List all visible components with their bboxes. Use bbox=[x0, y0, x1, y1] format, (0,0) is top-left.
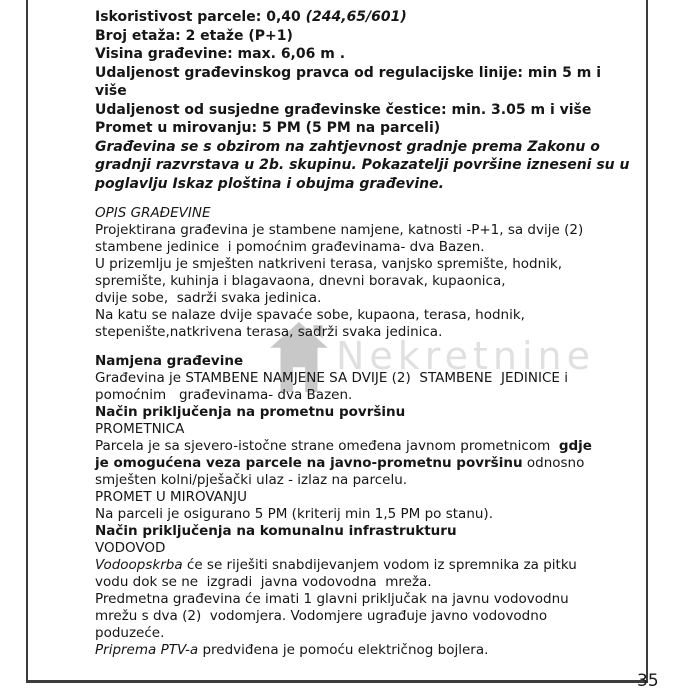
text-line bbox=[95, 205, 640, 222]
text-run: Projektirana građevina je stambene namjene, katnosti -P+1, sa dvije (2) bbox=[95, 222, 584, 238]
document-text bbox=[95, 8, 640, 659]
text-line bbox=[95, 489, 640, 506]
text-line bbox=[95, 387, 640, 404]
text-line bbox=[95, 307, 640, 324]
text-run: PROMETNICA bbox=[95, 421, 185, 437]
text-run: gradnji razvrstava u 2b. skupinu. Pokazatelji površine izneseni su u bbox=[95, 157, 630, 173]
text-run: Vodoopskrba bbox=[95, 557, 183, 573]
page-number: 35 bbox=[637, 671, 659, 690]
text-line bbox=[95, 64, 640, 83]
text-line bbox=[95, 273, 640, 290]
text-line bbox=[95, 290, 640, 307]
text-line bbox=[95, 8, 640, 27]
text-run: Način priključenja na prometnu površinu bbox=[95, 404, 406, 420]
text-run: (244,65/601) bbox=[305, 9, 407, 25]
text-line bbox=[95, 256, 640, 273]
text-line bbox=[95, 222, 640, 239]
text-run: predviđena je pomoću električnog bojlera. bbox=[198, 642, 489, 658]
text-line bbox=[95, 421, 640, 438]
text-line bbox=[95, 540, 640, 557]
text-line bbox=[95, 404, 640, 421]
text-run: više bbox=[95, 83, 127, 99]
text-run: pomoćnim građevinama- dva Bazen. bbox=[95, 387, 353, 403]
text-line bbox=[95, 523, 640, 540]
page-border-right bbox=[646, 0, 648, 683]
text-line bbox=[95, 45, 640, 64]
text-run: vodu dok se ne izgradi javna vodovodna mreža. bbox=[95, 574, 432, 590]
text-run: Broj etaža: 2 etaže (P+1) bbox=[95, 27, 293, 44]
text-run: stepenište,natkrivena terasa, sadrži svaka jedinica. bbox=[95, 324, 443, 340]
text-run: stambene jedinice i pomoćnim građevinama- dva Bazen. bbox=[95, 239, 485, 255]
text-run: smješten kolni/pješački ulaz - izlaz na parcelu. bbox=[95, 472, 408, 488]
page-border-left bbox=[26, 0, 28, 683]
text-line bbox=[95, 119, 640, 138]
text-run: Način priključenja na komunalnu infrastrukturu bbox=[95, 523, 457, 539]
text-run: Predmetna građevina će imati 1 glavni priključak na javnu vodovodnu bbox=[95, 591, 569, 607]
text-line bbox=[95, 370, 640, 387]
text-run: OPIS GRAĐEVINE bbox=[95, 205, 211, 221]
text-line bbox=[95, 608, 640, 625]
text-line bbox=[95, 101, 640, 120]
text-line bbox=[95, 591, 640, 608]
text-run: Promet u mirovanju: 5 PM (5 PM na parceli) bbox=[95, 120, 441, 136]
text-run: Namjena građevine bbox=[95, 353, 244, 369]
text-run: Građevina se s obzirom na zahtjevnost gradnje prema Zakonu o bbox=[95, 138, 600, 155]
text-line bbox=[95, 642, 640, 659]
text-run: Parcela je sa sjevero-istočne strane omeđena javnom prometnicom bbox=[95, 438, 559, 454]
text-run: Priprema PTV-a bbox=[95, 642, 199, 658]
text-run: poduzeće. bbox=[95, 625, 165, 641]
text-line bbox=[95, 27, 640, 46]
text-run: je omogućena veza parcele na javno-prometnu površinu bbox=[95, 455, 523, 471]
text-run: Na parceli je osigurano 5 PM (kriterij min 1,5 PM po stanu). bbox=[95, 506, 493, 522]
text-line bbox=[95, 455, 640, 472]
text-line bbox=[95, 324, 640, 341]
text-run: PROMET U MIROVANJU bbox=[95, 489, 248, 505]
text-run: će se riješiti snabdijevanjem vodom iz spremnika za pitku bbox=[182, 557, 577, 573]
text-line bbox=[95, 353, 640, 370]
text-run: Udaljenost od susjedne građevinske čestice: min. 3.05 m i više bbox=[95, 101, 592, 118]
text-run: Visina građevine: max. 6,06 m . bbox=[95, 46, 346, 62]
text-line bbox=[95, 156, 640, 175]
text-run: Udaljenost građevinskog pravca od regulacijske linije: min 5 m i bbox=[95, 64, 602, 81]
text-line bbox=[95, 239, 640, 256]
text-line bbox=[95, 138, 640, 157]
text-line bbox=[95, 506, 640, 523]
text-run: spremište, kuhinja i blagavaona, dnevni boravak, kupaonica, bbox=[95, 273, 506, 289]
text-run: Iskoristivost parcele: 0,40 bbox=[95, 9, 306, 25]
text-run: VODOVOD bbox=[95, 540, 166, 556]
text-run: poglavlju Iskaz ploština i obujma građevine. bbox=[95, 175, 444, 192]
text-run: U prizemlju je smješten natkriveni terasa, vanjsko spremište, hodnik, bbox=[95, 256, 563, 272]
text-line bbox=[95, 82, 640, 101]
text-run: gdje bbox=[558, 438, 592, 454]
watermark-text: Nekretnine bbox=[336, 334, 595, 378]
text-line bbox=[95, 175, 640, 194]
page-border-bottom bbox=[26, 680, 648, 683]
text-run: odnosno bbox=[522, 455, 585, 471]
text-line bbox=[95, 625, 640, 642]
text-line bbox=[95, 574, 640, 591]
text-line bbox=[95, 438, 640, 455]
text-line bbox=[95, 472, 640, 489]
text-run: dvije sobe, sadrži svaka jedinica. bbox=[95, 290, 322, 306]
text-run: mrežu s dva (2) vodomjera. Vodomjere ugrađuje javno vodovodno bbox=[95, 608, 548, 624]
text-run: Građevina je STAMBENE NAMJENE SA DVIJE (2) STAMBENE JEDINICE i bbox=[95, 370, 568, 386]
text-run: Na katu se nalaze dvije spavaće sobe, kupaona, terasa, hodnik, bbox=[95, 307, 525, 323]
text-line bbox=[95, 557, 640, 574]
